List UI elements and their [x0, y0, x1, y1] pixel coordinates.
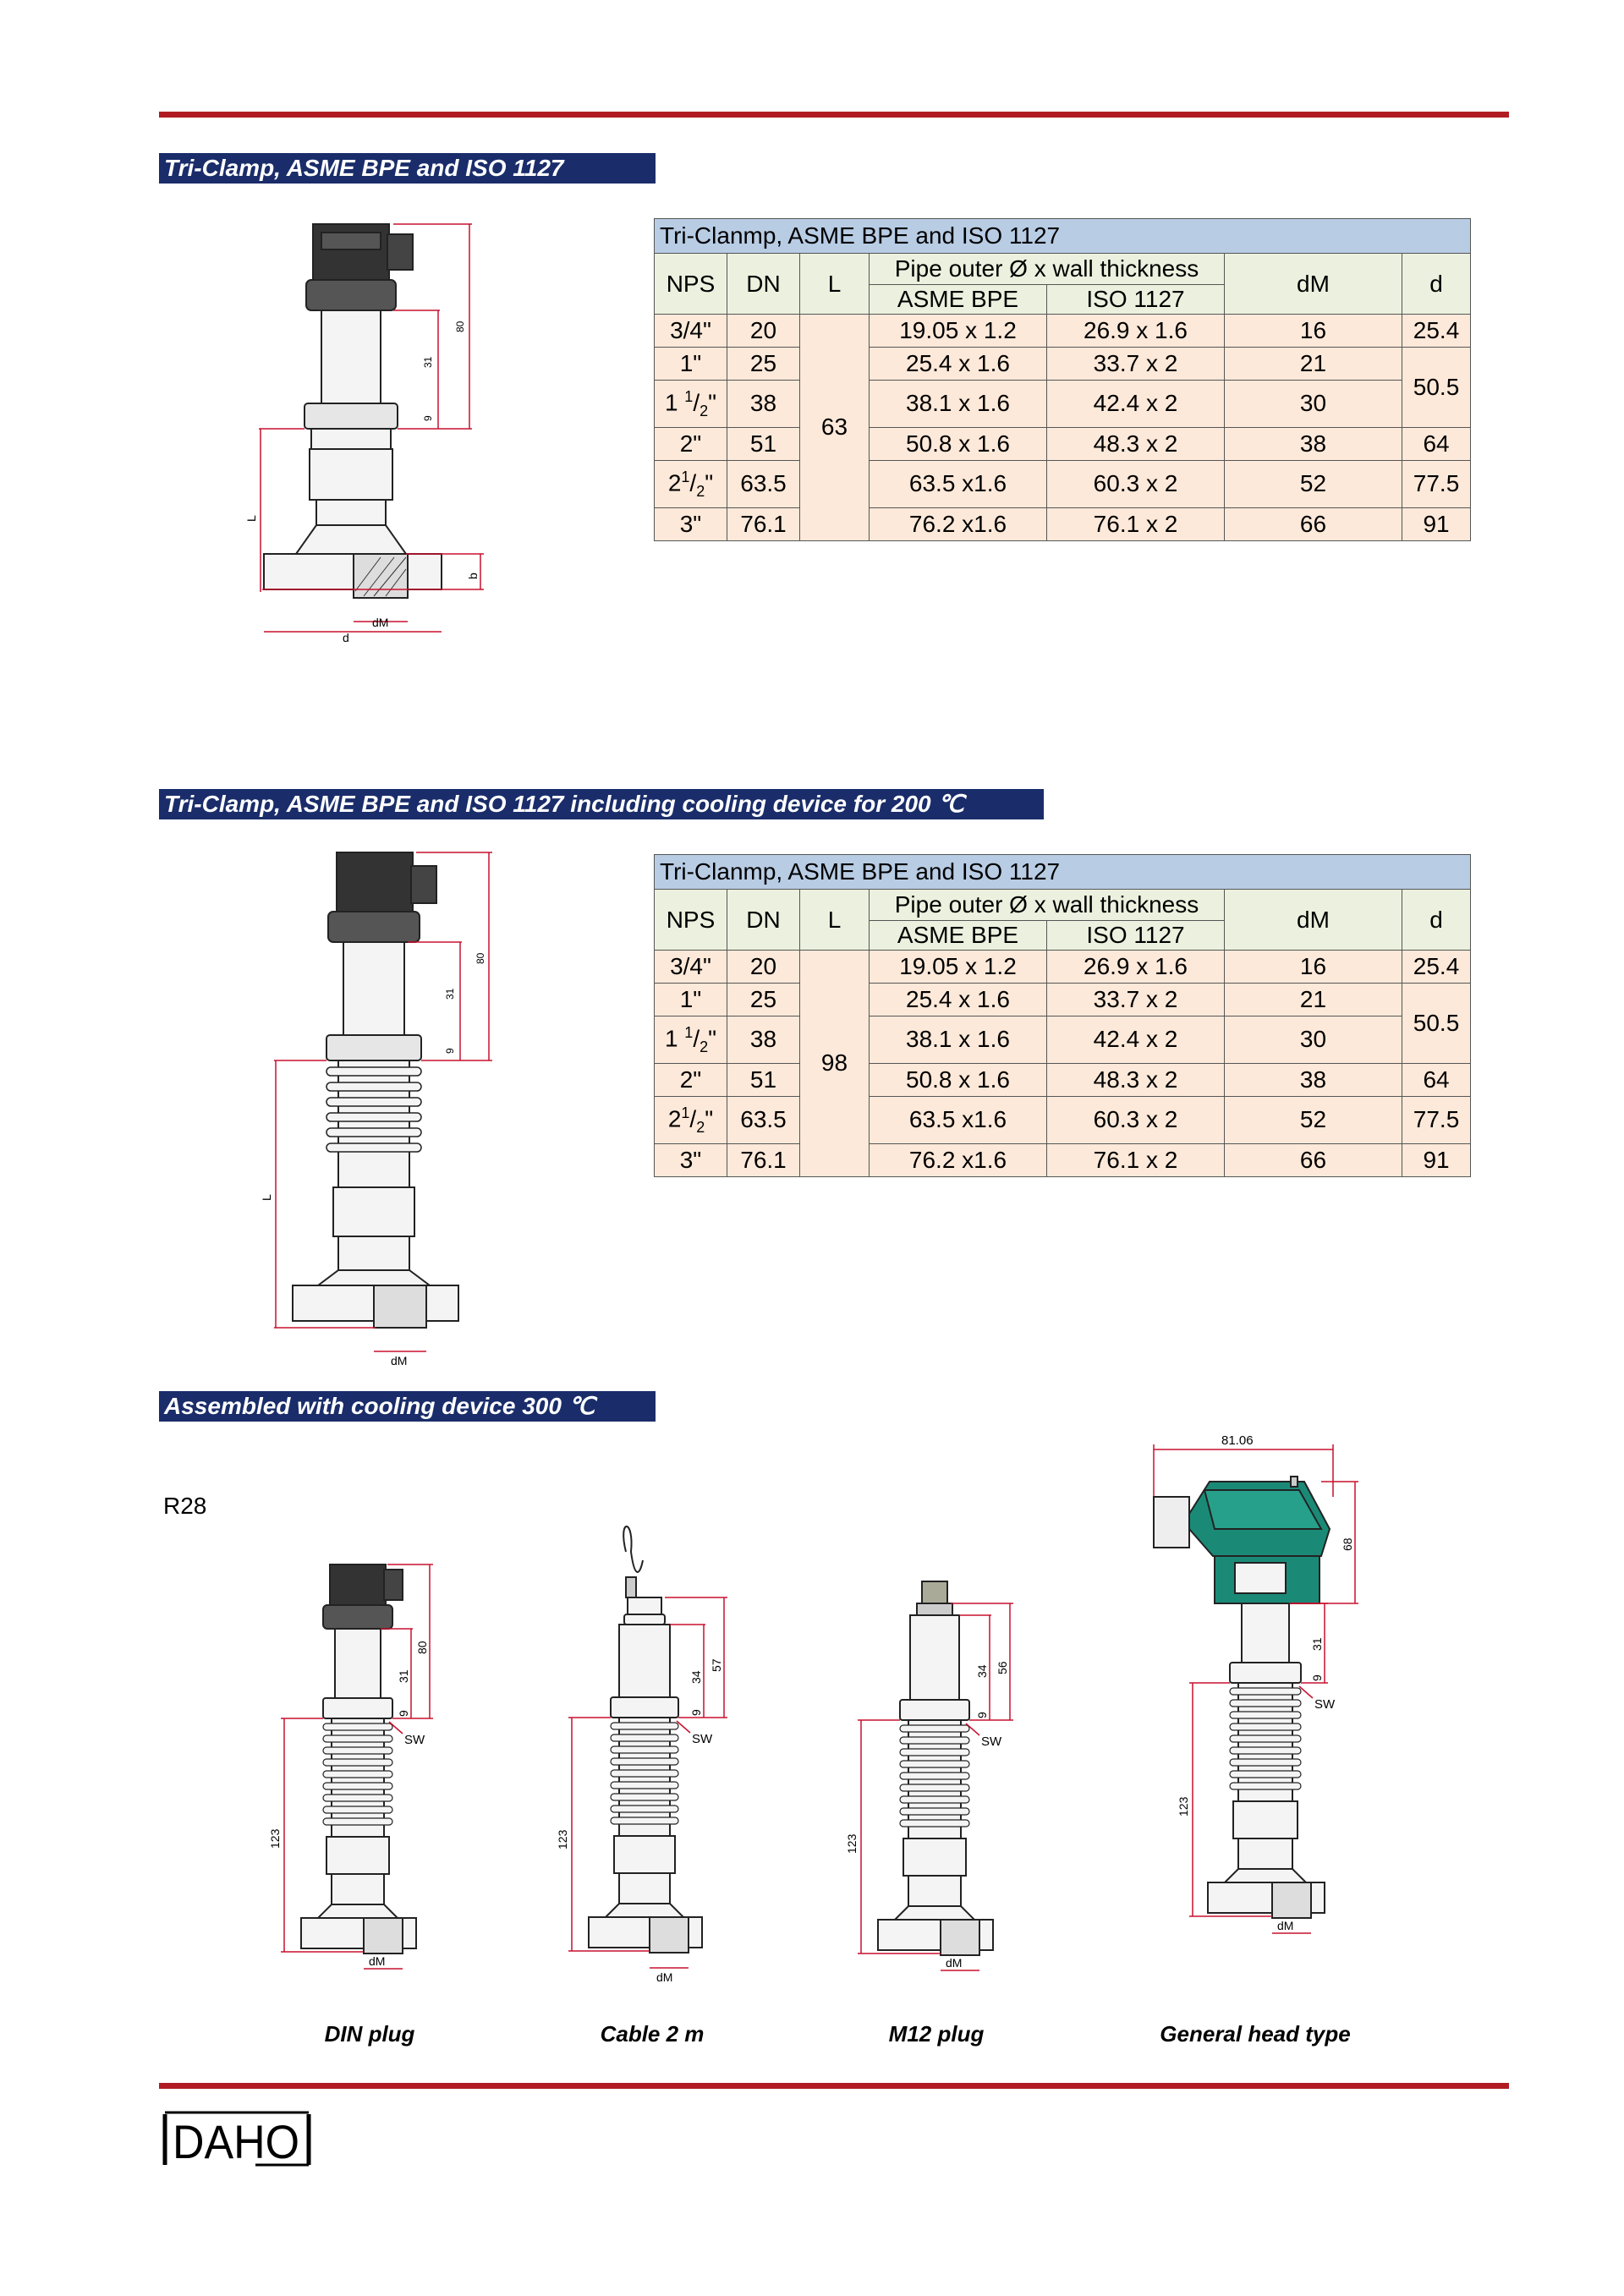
cell-iso: 33.7 x 2	[1047, 348, 1225, 381]
dim-length: 123	[1177, 1796, 1190, 1817]
top-rule	[159, 112, 1509, 118]
cell-asme: 38.1 x 1.6	[870, 381, 1047, 428]
cell-asme: 38.1 x 1.6	[870, 1016, 1047, 1064]
cell-iso: 60.3 x 2	[1047, 1096, 1225, 1143]
header-nps: NPS	[655, 890, 727, 951]
dim-total: 80	[415, 1641, 429, 1654]
header-dm: dM	[1225, 890, 1402, 951]
cell-nps: 3/4"	[655, 315, 727, 348]
dim-d: d	[343, 631, 349, 644]
cell-iso: 48.3 x 2	[1047, 1063, 1225, 1096]
cell-asme: 50.8 x 1.6	[870, 427, 1047, 460]
dim-length: 123	[556, 1829, 569, 1849]
cell-d: 25.4	[1402, 951, 1471, 984]
table-row	[655, 1143, 1471, 1176]
dim-31: 31	[444, 988, 456, 1000]
cell-dn: 20	[727, 951, 800, 984]
dim-part: 34	[689, 1670, 703, 1684]
dim-9: 9	[444, 1048, 456, 1054]
table-row	[655, 315, 1471, 348]
dim-dM: dM	[372, 616, 389, 629]
cell-asme: 19.05 x 1.2	[870, 315, 1047, 348]
cell-asme: 63.5 x1.6	[870, 460, 1047, 507]
caption-din-plug: DIN plug	[324, 2021, 415, 2047]
dim-nut: 9	[397, 1710, 410, 1717]
cell-iso: 76.1 x 2	[1047, 1143, 1225, 1176]
cell-d: 91	[1402, 507, 1471, 540]
spec-table-1	[654, 218, 1471, 541]
dim-80: 80	[454, 321, 466, 332]
daho-logo	[161, 2106, 313, 2172]
cell-d: 91	[1402, 1143, 1471, 1176]
cell-dm: 66	[1225, 1143, 1402, 1176]
dim-width: 81.06	[1221, 1433, 1254, 1448]
table-row	[655, 1063, 1471, 1096]
header-iso: ISO 1127	[1047, 921, 1225, 951]
cell-d: 50.5	[1402, 348, 1471, 428]
drawing-cable	[558, 1518, 744, 2013]
cell-dm: 52	[1225, 1096, 1402, 1143]
cell-asme: 63.5 x1.6	[870, 1096, 1047, 1143]
dim-length: 123	[268, 1828, 282, 1849]
cell-dn: 63.5	[727, 1096, 800, 1143]
cell-dm: 21	[1225, 984, 1402, 1016]
cell-dm: 21	[1225, 348, 1402, 381]
header-dn: DN	[727, 890, 800, 951]
dim-total: 57	[710, 1658, 723, 1672]
section-title-2: Tri-Clamp, ASME BPE and ISO 1127 including cooling device for 200 ℃	[159, 789, 1044, 819]
cell-nps: 3/4"	[655, 951, 727, 984]
drawing-m12-plug	[846, 1573, 1032, 2013]
dim-nut: 9	[689, 1709, 703, 1716]
cell-asme: 19.05 x 1.2	[870, 951, 1047, 984]
cell-dm: 38	[1225, 1063, 1402, 1096]
cell-asme: 76.2 x1.6	[870, 507, 1047, 540]
dim-L: L	[244, 515, 258, 522]
header-pipe: Pipe outer Ø x wall thickness	[870, 890, 1225, 921]
cell-nps: 3"	[655, 507, 727, 540]
bottom-rule	[159, 2083, 1509, 2089]
r28-label: R28	[163, 1493, 207, 1519]
caption-general-head: General head type	[1160, 2021, 1351, 2047]
dim-nut: 9	[975, 1712, 989, 1718]
cell-iso: 60.3 x 2	[1047, 460, 1225, 507]
cell-d: 77.5	[1402, 1096, 1471, 1143]
cell-nps: $2^1/_2$"	[655, 460, 727, 507]
cell-iso: 42.4 x 2	[1047, 1016, 1225, 1064]
cell-dn: 76.1	[727, 1143, 800, 1176]
cell-dn: 38	[727, 381, 800, 428]
cell-d: 50.5	[1402, 984, 1471, 1064]
dim-9: 9	[422, 415, 434, 421]
table-caption: Tri-Clanmp, ASME BPE and ISO 1127	[655, 219, 1471, 254]
cell-dm: 52	[1225, 460, 1402, 507]
cell-dm: 30	[1225, 381, 1402, 428]
cell-dm: 16	[1225, 315, 1402, 348]
dim-dm: dM	[369, 1954, 386, 1968]
drawing-tri-clamp	[245, 216, 499, 660]
cell-dm: 66	[1225, 507, 1402, 540]
cell-nps: 3"	[655, 1143, 727, 1176]
cell-asme: 25.4 x 1.6	[870, 984, 1047, 1016]
cell-nps: $2^1/_2$"	[655, 1096, 727, 1143]
dim-31: 31	[422, 356, 434, 368]
dim-part: 31	[397, 1669, 410, 1683]
caption-cable: Cable 2 m	[600, 2021, 705, 2047]
cell-nps: 1 $^1/_2$"	[655, 381, 727, 428]
dim-length: 123	[845, 1833, 859, 1854]
dim-dM: dM	[391, 1354, 408, 1367]
table-row	[655, 1096, 1471, 1143]
cell-dn: 25	[727, 984, 800, 1016]
dim-part: 31	[1310, 1637, 1324, 1651]
cell-iso: 42.4 x 2	[1047, 381, 1225, 428]
cell-nps: 1"	[655, 348, 727, 381]
cell-nps: 2"	[655, 427, 727, 460]
cell-nps: 2"	[655, 1063, 727, 1096]
header-l: L	[800, 254, 870, 315]
table-row	[655, 427, 1471, 460]
dim-part: 34	[975, 1664, 989, 1678]
cell-dm: 38	[1225, 427, 1402, 460]
header-iso: ISO 1127	[1047, 285, 1225, 315]
header-nps: NPS	[655, 254, 727, 315]
header-d: d	[1402, 254, 1471, 315]
dim-nut: 9	[1310, 1674, 1324, 1681]
caption-m12-plug: M12 plug	[888, 2021, 985, 2047]
table-row	[655, 348, 1471, 381]
drawing-general-head	[1133, 1429, 1387, 2013]
table-row	[655, 984, 1471, 1016]
dim-dm: dM	[1277, 1919, 1294, 1932]
cell-dm: 30	[1225, 1016, 1402, 1064]
table-caption: Tri-Clanmp, ASME BPE and ISO 1127	[655, 855, 1471, 890]
dim-total: 68	[1341, 1537, 1354, 1551]
header-asme: ASME BPE	[870, 921, 1047, 951]
dim-dm: dM	[656, 1970, 673, 1984]
header-dn: DN	[727, 254, 800, 315]
table-row	[655, 460, 1471, 507]
cell-nps: 1 $^1/_2$"	[655, 1016, 727, 1064]
cell-iso: 76.1 x 2	[1047, 507, 1225, 540]
cell-dn: 20	[727, 315, 800, 348]
header-asme: ASME BPE	[870, 285, 1047, 315]
cell-dn: 51	[727, 1063, 800, 1096]
cell-d: 77.5	[1402, 460, 1471, 507]
cell-nps: 1"	[655, 984, 727, 1016]
header-dm: dM	[1225, 254, 1402, 315]
cell-dn: 38	[727, 1016, 800, 1064]
table-row	[655, 1016, 1471, 1064]
section-title-3: Assembled with cooling device 300 ℃	[159, 1391, 656, 1422]
cell-d: 25.4	[1402, 315, 1471, 348]
cell-asme: 25.4 x 1.6	[870, 348, 1047, 381]
dim-b: b	[466, 573, 480, 579]
header-d: d	[1402, 890, 1471, 951]
header-pipe: Pipe outer Ø x wall thickness	[870, 254, 1225, 285]
cell-dn: 51	[727, 427, 800, 460]
cell-dn: 25	[727, 348, 800, 381]
cell-iso: 48.3 x 2	[1047, 427, 1225, 460]
cell-iso: 26.9 x 1.6	[1047, 315, 1225, 348]
section-title-1: Tri-Clamp, ASME BPE and ISO 1127	[159, 153, 656, 184]
table-row	[655, 381, 1471, 428]
logo-text: DAHO	[173, 2115, 299, 2168]
dim-sw: SW	[981, 1734, 1002, 1749]
cable-icon	[623, 1526, 643, 1572]
cell-asme: 50.8 x 1.6	[870, 1063, 1047, 1096]
cell-dn: 76.1	[727, 507, 800, 540]
cell-iso: 26.9 x 1.6	[1047, 951, 1225, 984]
cell-asme: 76.2 x1.6	[870, 1143, 1047, 1176]
cell-l: 98	[800, 951, 870, 1177]
header-l: L	[800, 890, 870, 951]
cell-d: 64	[1402, 427, 1471, 460]
cell-dn: 63.5	[727, 460, 800, 507]
dim-80: 80	[475, 952, 486, 964]
dim-total: 56	[996, 1661, 1009, 1674]
cell-d: 64	[1402, 1063, 1471, 1096]
drawing-din-plug	[268, 1556, 457, 2013]
table-row	[655, 951, 1471, 984]
cell-l: 63	[800, 315, 870, 541]
dim-dm: dM	[946, 1956, 963, 1970]
drawing-tri-clamp-cooling-200	[262, 846, 516, 1378]
dim-L: L	[260, 1194, 273, 1201]
table-row	[655, 507, 1471, 540]
cell-iso: 33.7 x 2	[1047, 984, 1225, 1016]
cell-dm: 16	[1225, 951, 1402, 984]
dim-sw: SW	[404, 1733, 425, 1747]
dim-sw: SW	[1314, 1697, 1336, 1712]
dim-sw: SW	[692, 1732, 713, 1746]
spec-table-2	[654, 854, 1471, 1177]
